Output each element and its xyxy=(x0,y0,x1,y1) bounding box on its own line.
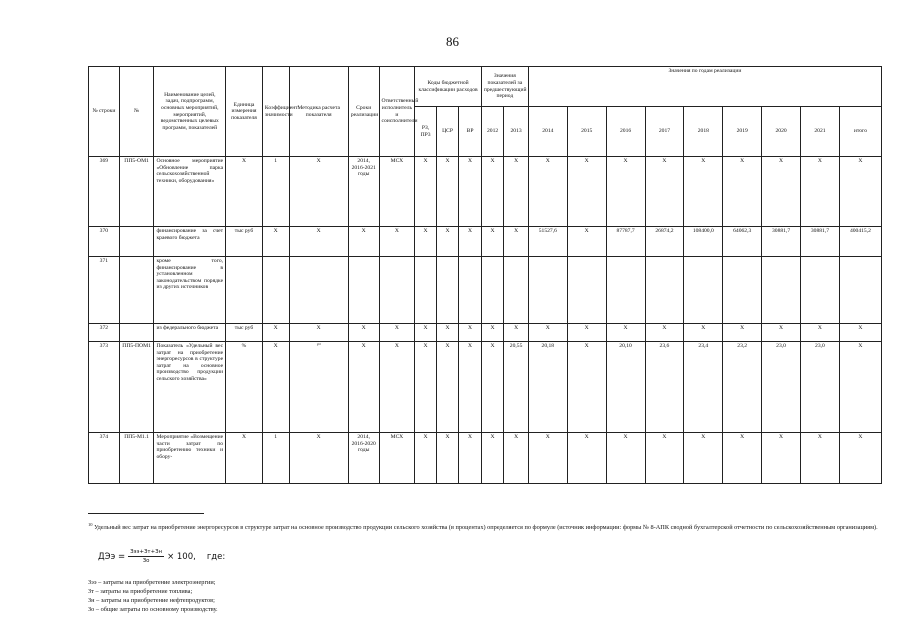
table-row xyxy=(89,433,882,484)
cell-2020: X xyxy=(762,324,801,342)
cell-2017: X xyxy=(645,157,684,227)
cell-2020: X xyxy=(762,433,801,484)
footnote xyxy=(88,522,882,532)
cell-method: X xyxy=(289,157,348,227)
cell-2021: X xyxy=(801,157,840,227)
cell-2019: X xyxy=(723,324,762,342)
cell-2013 xyxy=(504,257,529,324)
cell-csr: X xyxy=(436,342,459,433)
cell-exec: МСХ xyxy=(379,433,415,484)
header-prev: Значения показателей за предшествующий период xyxy=(481,67,528,107)
page-number: 86 xyxy=(446,34,459,49)
footnote-divider xyxy=(88,513,204,514)
formula-lhs: ДЭэ = xyxy=(98,551,126,562)
header-method: Методика расчета показателя xyxy=(289,67,348,157)
cell-2015: X xyxy=(567,433,606,484)
cell-name: Основное мероприятие «Обновление парка сельскохозяйственной техники, оборудования» xyxy=(154,157,226,227)
cell-rz: X xyxy=(415,157,436,227)
cell-code xyxy=(119,227,154,257)
formula-denominator: Зо xyxy=(142,558,150,564)
header-row-no: № строки xyxy=(89,67,120,157)
cell-2016 xyxy=(606,257,645,324)
cell-2020: 23,0 xyxy=(762,342,801,433)
cell-terms: 2014, 2016-2021 годы xyxy=(348,157,379,227)
cell-2015: X xyxy=(567,157,606,227)
cell-2012: X xyxy=(481,324,504,342)
cell-2018: X xyxy=(684,324,723,342)
header-2020: 2020 xyxy=(762,107,801,157)
formula-rhs: × 100, xyxy=(167,551,196,562)
cell-code: ПП5-М1.1 xyxy=(119,433,154,484)
cell-2017: X xyxy=(645,433,684,484)
header-budget-codes: Коды бюджетной классификации расходов xyxy=(415,67,482,107)
cell-2015: X xyxy=(567,227,606,257)
cell-2015 xyxy=(567,257,606,324)
header-unit: Единица измерения показателя xyxy=(226,67,263,157)
cell-2013: X xyxy=(504,324,529,342)
cell-2017: X xyxy=(645,324,684,342)
footnote-mark: 10 xyxy=(88,522,93,527)
table-row xyxy=(89,342,882,433)
cell-2014 xyxy=(528,257,567,324)
cell-2021: 23,0 xyxy=(801,342,840,433)
cell-2014: X xyxy=(528,433,567,484)
cell-total xyxy=(839,257,881,324)
cell-row-no: 371 xyxy=(89,257,120,324)
cell-2015: X xyxy=(567,324,606,342)
cell-exec xyxy=(379,257,415,324)
cell-name: кроме того, финансирование в установленном законодательством порядке из других источников xyxy=(154,257,226,324)
cell-2020: X xyxy=(762,157,801,227)
cell-code: ПП5-ОМ1 xyxy=(119,157,154,227)
formula xyxy=(98,549,225,564)
cell-method: X xyxy=(289,324,348,342)
cell-name: Мероприятие «Возмещение части затрат по приобретению техники и обору- xyxy=(154,433,226,484)
cell-2012: X xyxy=(481,227,504,257)
cell-vr: X xyxy=(459,342,482,433)
cell-terms: X xyxy=(348,227,379,257)
cell-2015: X xyxy=(567,342,606,433)
cell-unit: X xyxy=(226,433,263,484)
cell-rz: X xyxy=(415,433,436,484)
cell-method: X xyxy=(289,227,348,257)
cell-terms: X xyxy=(348,324,379,342)
header-2015: 2015 xyxy=(567,107,606,157)
cell-unit: % xyxy=(226,342,263,433)
cell-2014: X xyxy=(528,324,567,342)
formula-fraction xyxy=(128,549,164,564)
cell-terms xyxy=(348,257,379,324)
footnote-text: Удельный вес затрат на приобретение энергоресурсов в структуре затрат на основное производство продукции сельского хозяйства (в процентах) определяется по формуле (источник информации: формы № 8-АПК сводной бухгалтерской отчетности по сельскохозяйственным организациям). xyxy=(94,524,878,532)
cell-2012: X xyxy=(481,157,504,227)
header-2013: 2013 xyxy=(504,107,529,157)
cell-2017: 23,6 xyxy=(645,342,684,433)
cell-rz: X xyxy=(415,324,436,342)
cell-vr: X xyxy=(459,227,482,257)
cell-2012 xyxy=(481,257,504,324)
header-2017: 2017 xyxy=(645,107,684,157)
header-2016: 2016 xyxy=(606,107,645,157)
cell-2013: X xyxy=(504,433,529,484)
indicators-table xyxy=(88,66,882,484)
formula-where: где: xyxy=(206,551,226,562)
cell-2014: 51527,6 xyxy=(528,227,567,257)
cell-row-no: 370 xyxy=(89,227,120,257)
table-row xyxy=(89,227,882,257)
cell-2019: 23,2 xyxy=(723,342,762,433)
cell-2012: X xyxy=(481,342,504,433)
cell-2021: X xyxy=(801,433,840,484)
cell-2019: 64062,3 xyxy=(723,227,762,257)
cell-vr: X xyxy=(459,324,482,342)
cell-total: X xyxy=(839,324,881,342)
definition-item: Зн – затраты на приобретение нефтепродуктов; xyxy=(88,597,215,605)
cell-rz: X xyxy=(415,342,436,433)
cell-2012: X xyxy=(481,433,504,484)
cell-2018: X xyxy=(684,433,723,484)
cell-total: 400415,2 xyxy=(839,227,881,257)
cell-2018: 108400,0 xyxy=(684,227,723,257)
definition-item: Зээ – затраты на приобретение электроэнергии; xyxy=(88,579,216,586)
cell-2016: X xyxy=(606,157,645,227)
cell-2013: X xyxy=(504,157,529,227)
cell-coef: X xyxy=(262,227,289,257)
cell-unit xyxy=(226,257,263,324)
cell-exec: X xyxy=(379,227,415,257)
cell-code: ПП5-ПОМ1 xyxy=(119,342,154,433)
cell-2014: 20,18 xyxy=(528,342,567,433)
cell-2018: X xyxy=(684,157,723,227)
cell-total: X xyxy=(839,342,881,433)
header-2018: 2018 xyxy=(684,107,723,157)
cell-2016: X xyxy=(606,433,645,484)
cell-coef: 1 xyxy=(262,157,289,227)
cell-csr xyxy=(436,257,459,324)
cell-csr: X xyxy=(436,324,459,342)
cell-2017 xyxy=(645,257,684,324)
cell-2021: 30881,7 xyxy=(801,227,840,257)
cell-rz: X xyxy=(415,227,436,257)
table-row xyxy=(89,157,882,227)
cell-rz xyxy=(415,257,436,324)
header-exec: Ответственный исполнитель и соисполнители xyxy=(379,67,415,157)
formula-numerator: Зээ+Зт+Зн xyxy=(130,549,163,555)
cell-2019: X xyxy=(723,157,762,227)
cell-coef: X xyxy=(262,342,289,433)
cell-vr xyxy=(459,257,482,324)
cell-coef: 1 xyxy=(262,433,289,484)
cell-2014: X xyxy=(528,157,567,227)
cell-row-no: 373 xyxy=(89,342,120,433)
header-terms: Сроки реализации xyxy=(348,67,379,157)
cell-2018 xyxy=(684,257,723,324)
cell-terms: X xyxy=(348,342,379,433)
cell-csr: X xyxy=(436,157,459,227)
header-csr: ЦСР xyxy=(436,107,459,157)
cell-2017: 26874,2 xyxy=(645,227,684,257)
table-row xyxy=(89,257,882,324)
cell-name: финансирование за счет краевого бюджета xyxy=(154,227,226,257)
cell-2021 xyxy=(801,257,840,324)
cell-exec: X xyxy=(379,324,415,342)
cell-csr: X xyxy=(436,433,459,484)
header-2012: 2012 xyxy=(481,107,504,157)
cell-2016: 87787,7 xyxy=(606,227,645,257)
cell-total: X xyxy=(839,433,881,484)
cell-2020 xyxy=(762,257,801,324)
header-code: № xyxy=(119,67,154,157)
definition-item: Зо – общие затраты по основному производству. xyxy=(88,606,218,614)
cell-name: Показатель «Удельный вес затрат на приобретение энергоресурсов в структуре затрат на основное производство продукции сельского хозяйства» xyxy=(154,342,226,433)
cell-exec: X xyxy=(379,342,415,433)
cell-unit: тыс руб xyxy=(226,227,263,257)
cell-row-no: 369 xyxy=(89,157,120,227)
definition-item: Зт – затраты на приобретение топлива; xyxy=(88,588,193,596)
table-body xyxy=(89,157,882,484)
header-years: Значения по годам реализации xyxy=(528,67,881,107)
cell-2016: X xyxy=(606,324,645,342)
cell-2013: 20,55 xyxy=(504,342,529,433)
cell-2013: X xyxy=(504,227,529,257)
cell-row-no: 372 xyxy=(89,324,120,342)
cell-code xyxy=(119,324,154,342)
cell-2018: 23,4 xyxy=(684,342,723,433)
cell-2016: 20,10 xyxy=(606,342,645,433)
header-rz: РЗ, ПР3 xyxy=(415,107,436,157)
cell-method: X xyxy=(289,433,348,484)
cell-2021: X xyxy=(801,324,840,342)
cell-name: из федерального бюджета xyxy=(154,324,226,342)
cell-2020: 30881,7 xyxy=(762,227,801,257)
cell-vr: X xyxy=(459,433,482,484)
cell-coef xyxy=(262,257,289,324)
header-total: итого xyxy=(839,107,881,157)
header-name: Наименование целей, задач, подпрограмм, основных мероприятий, мероприятий, ведомственных целевых программ, показателей xyxy=(154,67,226,157)
cell-method: ¹⁰ xyxy=(289,342,348,433)
definitions-list xyxy=(88,578,218,615)
cell-row-no: 374 xyxy=(89,433,120,484)
cell-csr: X xyxy=(436,227,459,257)
cell-2019: X xyxy=(723,433,762,484)
cell-unit: тыс руб xyxy=(226,324,263,342)
header-2014: 2014 xyxy=(528,107,567,157)
cell-coef: X xyxy=(262,324,289,342)
table-row xyxy=(89,324,882,342)
cell-unit: X xyxy=(226,157,263,227)
header-coef: Коэффициент значимости xyxy=(262,67,289,157)
cell-2019 xyxy=(723,257,762,324)
cell-total: X xyxy=(839,157,881,227)
header-2021: 2021 xyxy=(801,107,840,157)
cell-vr: X xyxy=(459,157,482,227)
cell-exec: МСХ xyxy=(379,157,415,227)
header-2019: 2019 xyxy=(723,107,762,157)
cell-method xyxy=(289,257,348,324)
cell-terms: 2014, 2016-2020 годы xyxy=(348,433,379,484)
header-vr: ВР xyxy=(459,107,482,157)
cell-code xyxy=(119,257,154,324)
